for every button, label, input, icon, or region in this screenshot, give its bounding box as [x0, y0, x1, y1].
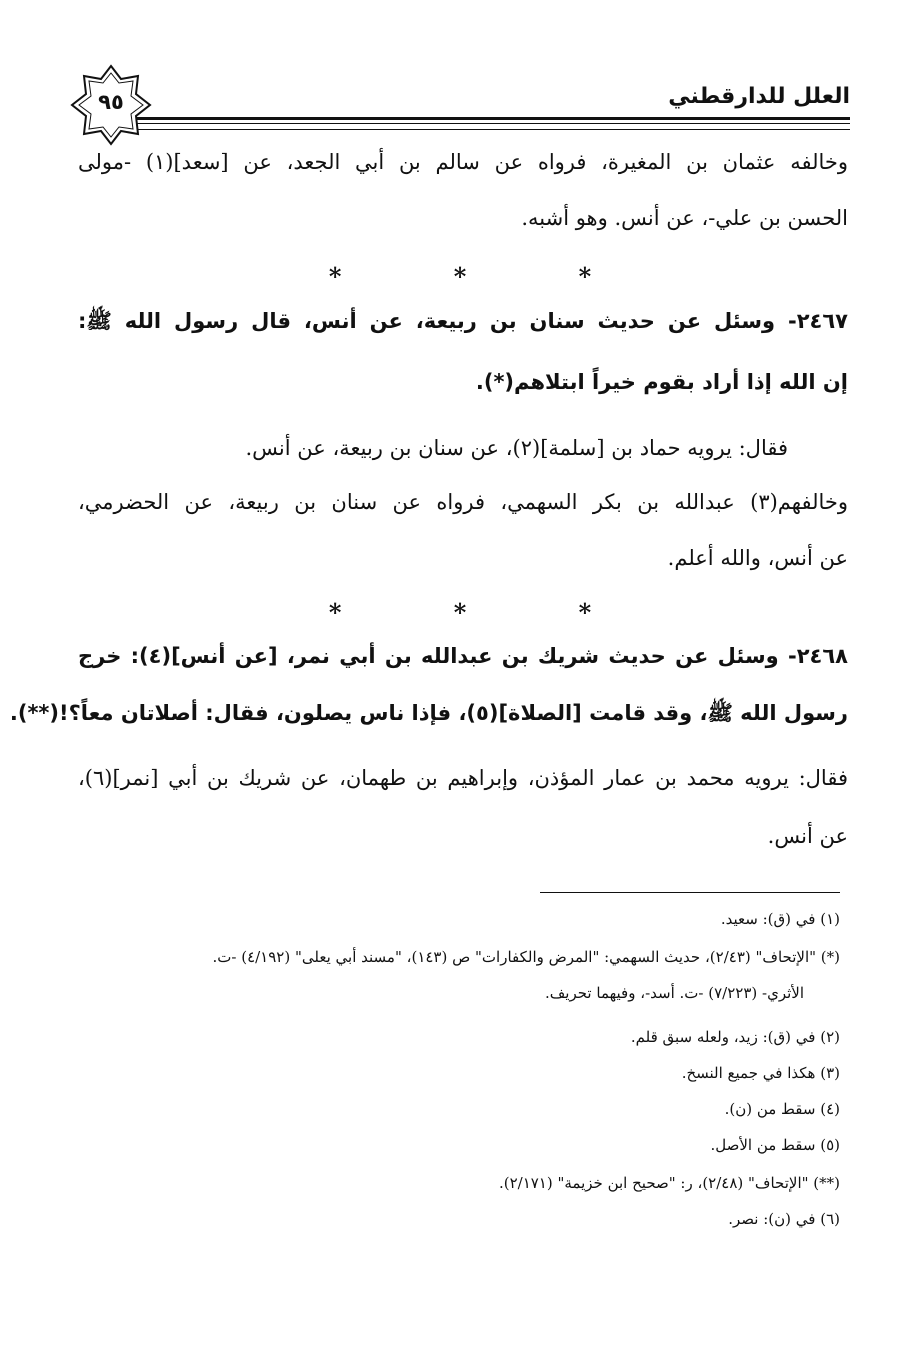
text-line: عن أنس، والله أعلم.	[667, 546, 848, 570]
page-number-badge	[70, 64, 152, 146]
running-title: العلل للدارقطني	[668, 84, 850, 109]
text-line: فقال: يرويه حماد بن [سلمة](٢)، عن سنان بن ربيعة، عن أنس.	[245, 436, 788, 460]
footnote: (٣) هكذا في جميع النسخ.	[681, 1064, 840, 1082]
text-line: الحسن بن علي-، عن أنس. وهو أشبه.	[521, 206, 848, 230]
footnote-rule	[540, 892, 840, 893]
entry-heading: إن الله إذا أراد بقوم خيراً ابتلاهم(*).	[475, 370, 848, 394]
footnote: (١) في (ق): سعيد.	[720, 910, 840, 928]
footnote: (٢) في (ق): زيد، ولعله سبق قلم.	[630, 1028, 840, 1046]
footnote: (٦) في (ن): نصر.	[728, 1210, 840, 1228]
section-separator: * * *	[328, 262, 644, 291]
entry-heading: ٢٤٦٧- وسئل عن حديث سنان بن ربيعة، عن أنس، قال رسول الله ﷺ:	[78, 309, 848, 333]
text-line: وخالفهم(٣) عبدالله بن بكر السهمي، فرواه عن سنان بن ربيعة، عن الحضرمي،	[78, 490, 848, 514]
footnote: (*) "الإتحاف" (٢/٤٣)، حديث السهمي: "المرض والكفارات" ص (١٤٣)، "مسند أبي يعلى" (٤/١٩٢) -ت.	[212, 948, 840, 966]
page-number: ٩٥	[98, 90, 124, 114]
text-line: عن أنس.	[767, 824, 848, 848]
entry-heading: رسول الله ﷺ، وقد قامت [الصلاة](٥)، فإذا ناس يصلون، فقال: أصلاتان معاً؟!(**).	[9, 701, 848, 725]
footnote: (٥) سقط من الأصل.	[710, 1136, 840, 1154]
header-rule	[128, 117, 850, 130]
footnote: (**) "الإتحاف" (٢/٤٨)، ر: "صحيح ابن خزيمة" (٢/١٧١).	[498, 1174, 840, 1192]
entry-heading: ٢٤٦٨- وسئل عن حديث شريك بن عبدالله بن أبي نمر، [عن أنس](٤): خرج	[78, 644, 848, 668]
footnote: (٤) سقط من (ن).	[724, 1100, 840, 1118]
section-separator: * * *	[328, 598, 644, 627]
text-line: وخالفه عثمان بن المغيرة، فرواه عن سالم بن أبي الجعد، عن [سعد](١) -مولى	[78, 150, 848, 174]
text-line: فقال: يرويه محمد بن عمار المؤذن، وإبراهيم بن طهمان، عن شريك بن أبي [نمر](٦)،	[78, 766, 848, 790]
footnote-continuation: الأثري- (٧/٢٢٣) -ت. أسد-، وفيهما تحريف.	[545, 984, 804, 1002]
